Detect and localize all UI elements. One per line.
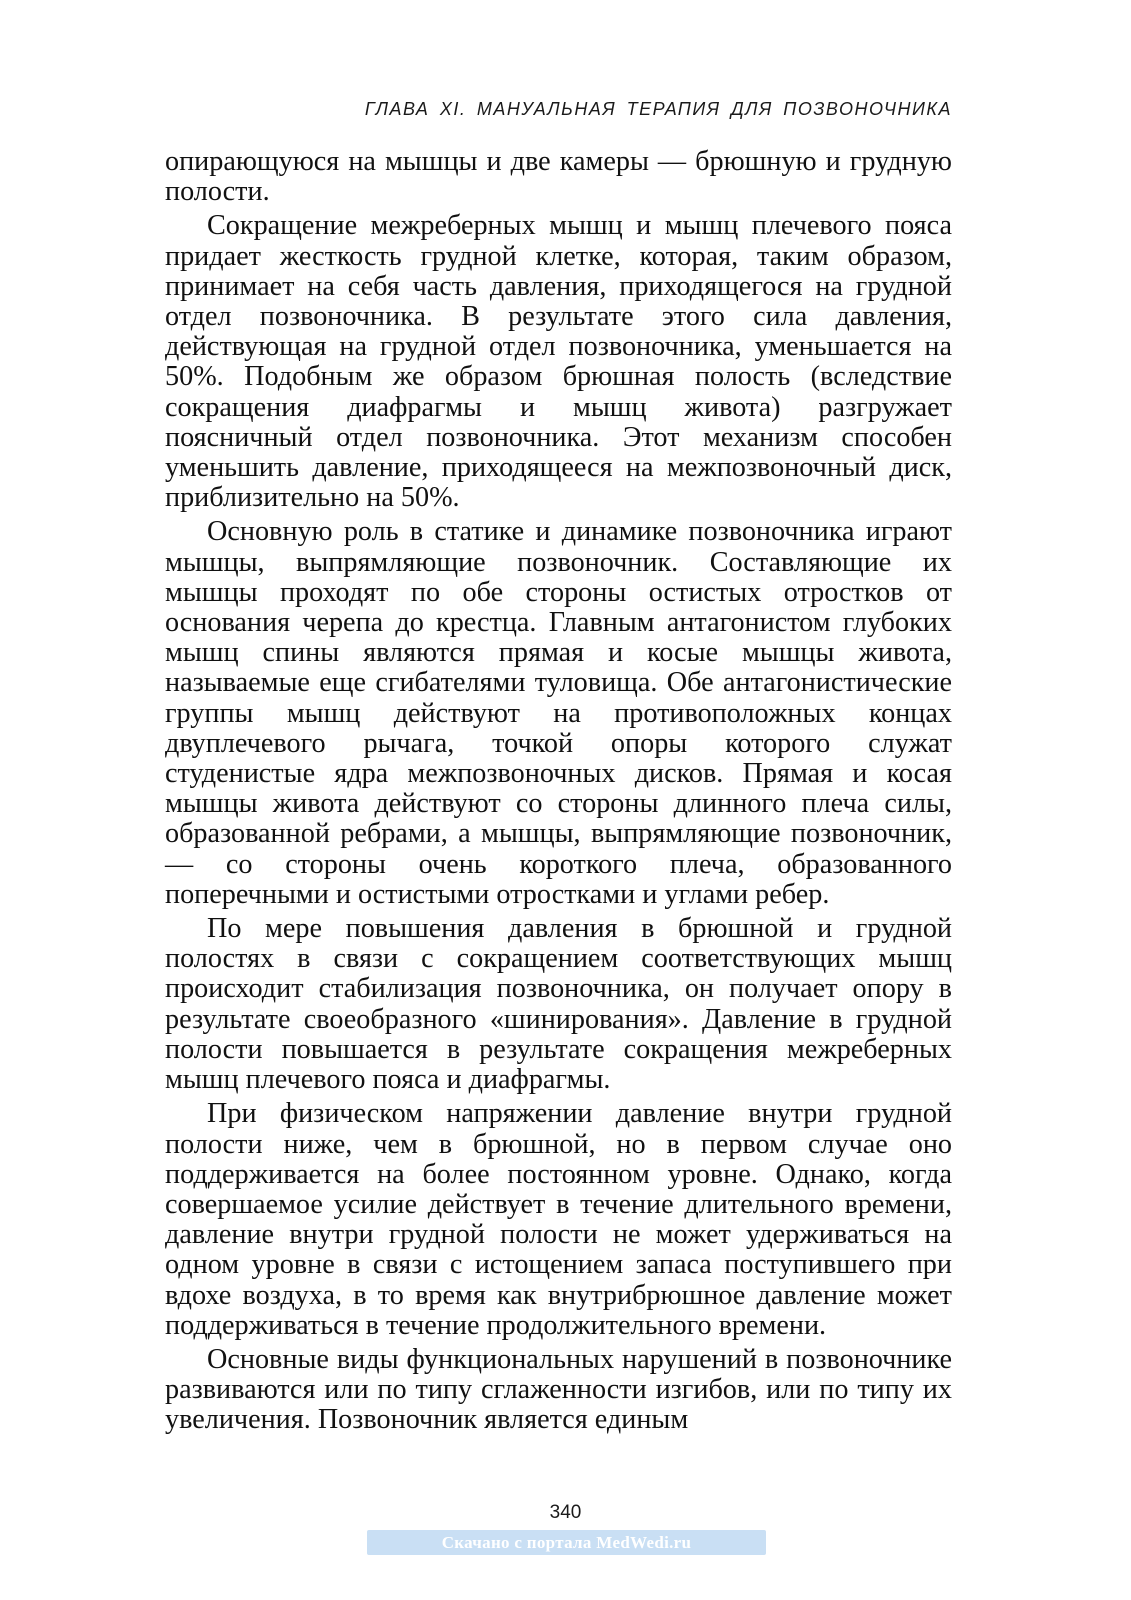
page-number: 340: [549, 1502, 582, 1523]
paragraph: По мере повышения давления в брюшной и грудной полостях в связи с сокращением соответствующих мышц происходит стабилизация позвоночника, он получает опору в результате своеобразного «шинирования». Давление в грудной полости повышается в результате сокращения межреберных мышц плечевого пояса и диафрагмы.: [165, 913, 952, 1096]
download-watermark[interactable]: Скачано с портала MedWedi.ru: [367, 1530, 766, 1555]
paragraph: Сокращение межреберных мышц и мышц плечевого пояса придает жесткость грудной клетке, которая, таким образом, принимает на себя часть давления, приходящегося на грудной отдел позвоночника. В результате этого сила давления, действующая на грудной отдел позвоночника, уменьшается на 50%. Подобным же образом брюшная полость (вследствие сокращения диафрагмы и мышц живота) разгружает поясничный отдел позвоночника. Этот механизм способен уменьшить давление, приходящееся на межпозвоночный диск, приблизительно на 50%.: [165, 210, 952, 514]
paragraph: При физическом напряжении давление внутри грудной полости ниже, чем в брюшной, но в первом случае оно поддерживается на более постоянном уровне. Однако, когда совершаемое усилие действует в течение длительного времени, давление внутри грудной полости не может удерживаться на одном уровне в связи с истощением запаса поступившего при вдохе воздуха, в то время как внутрибрюшное давление может поддерживаться в течение продолжительного времени.: [165, 1098, 952, 1341]
body-text: [165, 147, 952, 1440]
paragraph: Основную роль в статике и динамике позвоночника играют мышцы, выпрямляющие позвоночник. Составляющие их мышцы проходят по обе стороны остистых отростков от основания черепа до крестца. Главным антагонистом глубоких мышц спины являются прямая и косые мышцы живота, называемые еще сгибателями туловища. Обе антагонистические группы мышц действуют на противоположных концах двуплечевого рычага, точкой опоры которого служат студенистые ядра межпозвоночных дисков. Прямая и косая мышцы живота действуют со стороны длинного плеча силы, образованной ребрами, а мышцы, выпрямляющие позвоночник,— со стороны очень короткого плеча, образованного поперечными и остистыми отростками и углами ребер.: [165, 516, 952, 910]
paragraph: Основные виды функциональных нарушений в позвоночнике развиваются или по типу сглаженности изгибов, или по типу их увеличения. Позвоночник является единым: [165, 1343, 952, 1436]
paragraph: опирающуюся на мышцы и две камеры — брюшную и грудную полости.: [165, 146, 952, 208]
running-head: ГЛАВА XI. МАНУАЛЬНАЯ ТЕРАПИЯ ДЛЯ ПОЗВОНОЧНИКА: [364, 99, 952, 119]
